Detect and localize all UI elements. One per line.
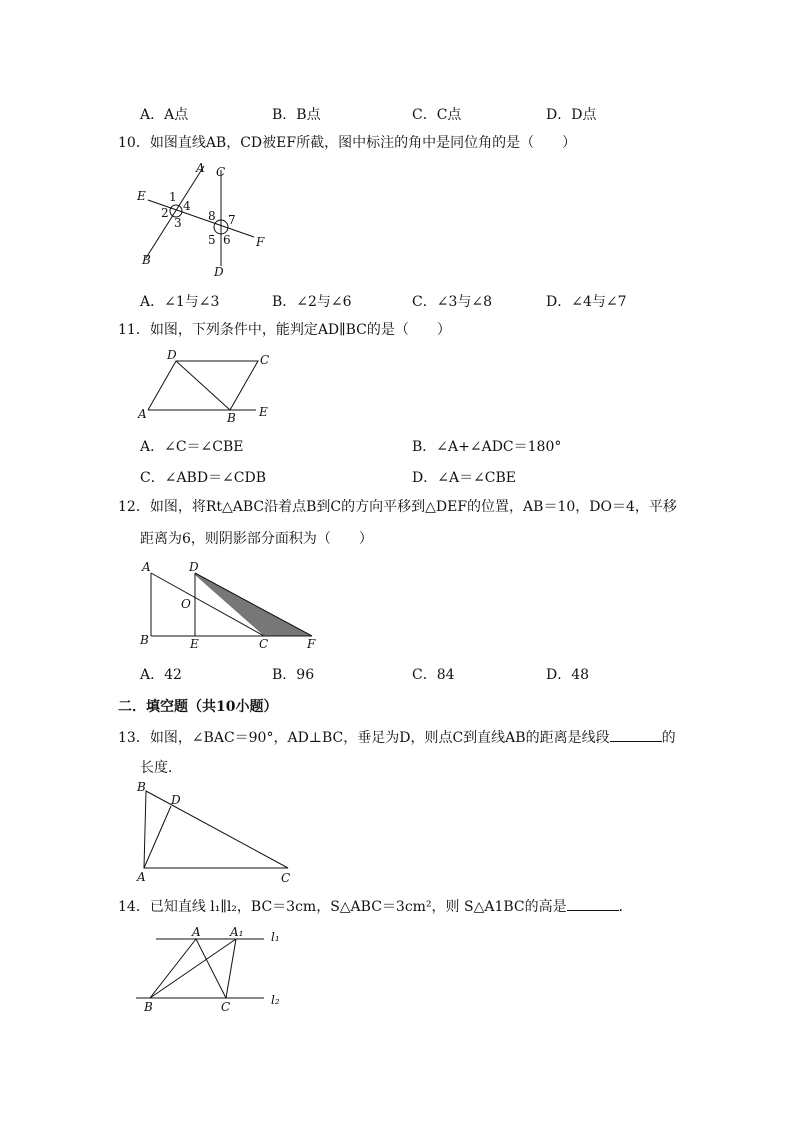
q13-stem-line1 [118, 727, 676, 748]
q10-angle-7: 7 [228, 213, 236, 227]
q14-label-b: B [144, 1000, 153, 1014]
q14-answer-blank[interactable] [567, 896, 619, 911]
q14-stem [118, 896, 633, 917]
q13-stem-pre: 13．如图，∠BAC＝90°，AD⊥BC，垂足为D，则点C到直线AB的距离是线段 [118, 730, 610, 746]
q10-label-c: C [216, 165, 226, 179]
q11-label-d: D [167, 348, 177, 362]
q11-option-b: B．∠A+∠ADC＝180° [412, 439, 562, 455]
q13-figure [134, 782, 299, 887]
q14-label-a: A [192, 925, 201, 939]
q10-label-a: A [196, 161, 205, 175]
q12-figure [138, 560, 323, 655]
q12-label-e: E [190, 637, 199, 651]
q13-label-c: C [281, 871, 291, 885]
q12-stem-line1: 12．如图，将Rt△ABC沿着点B到C的方向平移到△DEF的位置，AB＝10，DO＝4，平移 [118, 499, 677, 515]
q10-option-d: D．∠4与∠7 [546, 294, 627, 310]
q10-label-b: B [142, 253, 151, 267]
q10-option-c: C．∠3与∠8 [412, 294, 492, 310]
q10-angle-5: 5 [208, 233, 216, 247]
q12-option-d: D．48 [546, 667, 590, 683]
q11-figure [138, 348, 273, 423]
q10-figure [130, 158, 280, 288]
q14-stem-post: ． [618, 899, 633, 915]
q13-answer-blank[interactable] [610, 727, 662, 742]
q14-stem-pre: 14．已知直线 l₁∥l₂，BC＝3cm，S△ABC＝3cm²，则 S△A1BC的高是 [118, 899, 567, 915]
q10-label-f: F [256, 235, 265, 249]
q11-option-d: D．∠A＝∠CBE [412, 470, 517, 486]
q13-label-b: B [137, 780, 146, 794]
q12-option-a: A．42 [140, 667, 182, 683]
q12-label-f: F [307, 637, 316, 651]
q13-stem-line2: 长度． [140, 760, 182, 776]
q10-angle-2: 2 [161, 206, 169, 220]
q12-stem-line2: 距离为6，则阴影部分面积为（ ） [140, 531, 373, 547]
q10-label-e: E [137, 189, 146, 203]
q11-label-a: A [138, 407, 147, 421]
q10-angle-6: 6 [223, 233, 231, 247]
q11-option-c: C．∠ABD＝∠CDB [140, 470, 267, 486]
q14-label-a1: A₁ [230, 925, 244, 939]
q14-label-c: C [221, 1000, 231, 1014]
q14-label-l2: l₂ [271, 993, 280, 1007]
q10-label-d: D [214, 265, 224, 279]
q14-figure [134, 924, 294, 1019]
q14-label-l1: l₁ [271, 930, 280, 944]
q12-option-c: C．84 [412, 667, 455, 683]
q12-label-c: C [259, 637, 269, 651]
q10-angle-1: 1 [169, 190, 177, 204]
q10-angle-8: 8 [208, 209, 216, 223]
q11-option-a: A．∠C＝∠CBE [140, 439, 244, 455]
q11-label-b: B [227, 411, 236, 425]
q9-option-c: C．C点 [412, 107, 462, 123]
q10-stem: 10．如图直线AB，CD被EF所截，图中标注的角中是同位角的是（ ） [118, 135, 577, 151]
q12-option-b: B．96 [272, 667, 315, 683]
q13-label-d: D [171, 793, 181, 807]
q9-option-a: A．A点 [140, 107, 189, 123]
q11-label-e: E [259, 405, 268, 419]
q12-label-a: A [142, 560, 151, 574]
q11-label-c: C [260, 353, 270, 367]
q13-label-a: A [137, 870, 146, 884]
q11-stem: 11．如图，下列条件中，能判定AD∥BC的是（ ） [118, 322, 451, 338]
q10-angle-4: 4 [183, 199, 191, 213]
q13-stem-post: 的 [661, 730, 676, 746]
q10-angle-3: 3 [174, 216, 182, 230]
q12-label-d: D [189, 560, 199, 574]
q10-option-a: A．∠1与∠3 [140, 294, 220, 310]
q12-label-b: B [140, 633, 149, 647]
q9-option-b: B．B点 [272, 107, 321, 123]
q12-label-o: O [181, 597, 191, 611]
section-fill-in-title: 二．填空题（共10小题） [118, 699, 278, 715]
q10-option-b: B．∠2与∠6 [272, 294, 352, 310]
q9-option-d: D．D点 [546, 107, 597, 123]
